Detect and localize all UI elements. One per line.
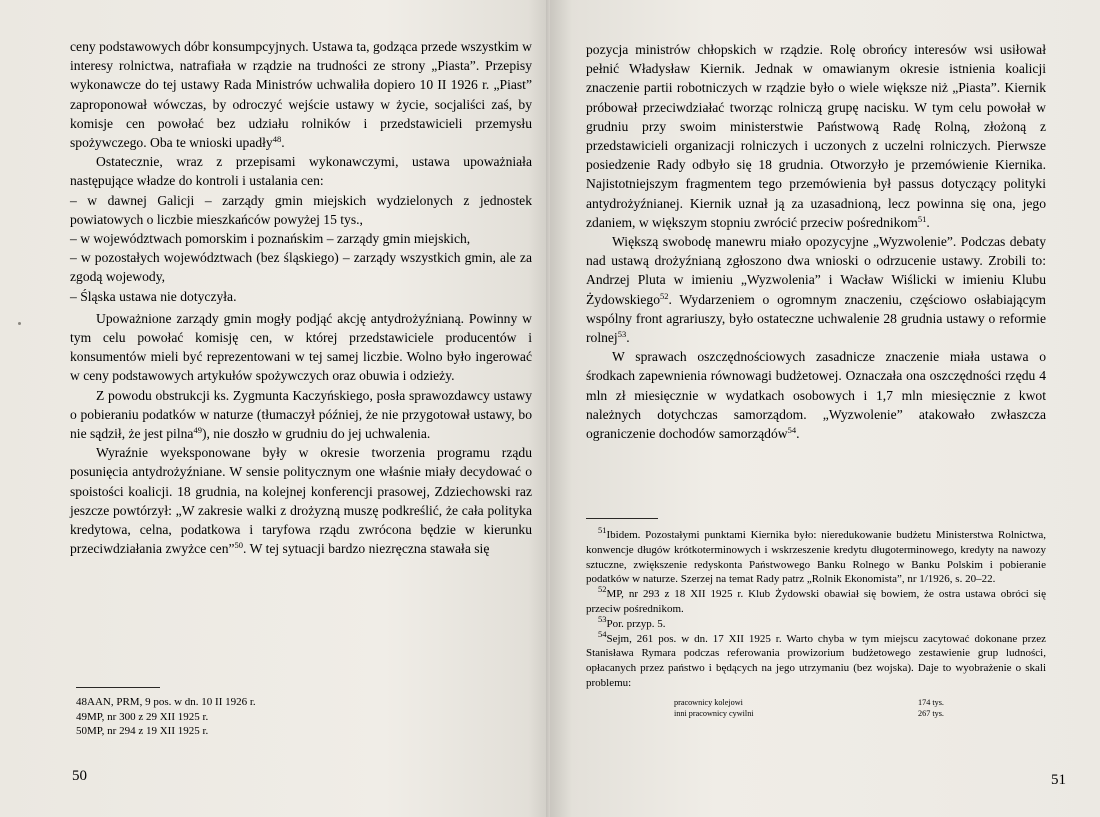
paragraph: W sprawach oszczędnościowych zasadnicze znaczenie miała ustawa o środkach zapewnienia równowagi budżetowej. Oznaczała ona oszczędności rzędu 4 mln zł miesięcznie w wydatkach osobowych i 1,7 mln miesięcznie z kwot należnych dotychczas samorządom. „Wyzwolenie” atakowało zwłaszcza ograniczenie dochodów samorządów$^{54}$.: [586, 349, 1046, 442]
footnote-ref: 52: [660, 290, 669, 301]
right-footnotes: [586, 525, 1046, 720]
paper-speck: [18, 322, 21, 325]
footnote: $^{52}$MP, nr 293 z 18 XII 1925 r. Klub Żydowski obawiał się bowiem, że ostra ustawa obróci się przeciw pośrednikom.: [586, 584, 1046, 615]
footnote-ref: 50: [234, 540, 244, 551]
list-item: – Śląska ustawa nie dotyczyła.: [70, 288, 237, 304]
footnote-ref: 51: [917, 213, 927, 224]
right-body-text: [586, 40, 1046, 443]
footnote-ref: 49: [193, 425, 202, 436]
footnote: $^{54}$Sejm, 261 pos. w dn. 17 XII 1925 r. Warto chyba w tym miejscu zacytować dokonane przez Stanisława Rymara podczas referowania prowizorium budżetowego zestawienie grup ludności, opłacanych przez państwo i będących na jego utrzymaniu (bez wojska). Daje to wyobrażenie o skali problemu:: [586, 628, 1046, 689]
footnote: $^{53}$Por. przyp. 5.: [598, 613, 666, 630]
list-item: – w dawnej Galicji – zarządy gmin miejskich wydzielonych z jednostek powiatowych o liczbie mieszkańców powyżej 15 tys.,: [70, 192, 532, 227]
footnote-ref: 48: [272, 134, 282, 145]
footnote-ref: 54: [787, 425, 797, 436]
paragraph: Wyraźnie wyeksponowane były w okresie tworzenia programu rządu posunięcia antydrożyźniane. W sensie politycznym one właśnie miały decydować o spoistości koalicji. 18 grudnia, na kolejnej konferencji prasowej, Zdziechowski raz jeszcze powtórzył: „W zakresie walki z drożyzną muszę podkreślić, że cała polityka kredytowa, celna, podatkowa i taryfowa rządu zwrócona będzie w kierunku przeciwdziałania zwyżce cen”$^{50}$. W tej sytuacji bardzo niezręczna stawała się: [70, 445, 532, 557]
footnote-separator: [76, 687, 160, 688]
footnote: $^{51}$Ibidem. Pozostałymi punktami Kiernika było: nieredukowanie budżetu Ministerstwa Rolnictwa, konwencje długów krótkoterminowych i wskrzeszenie kredytu długoterminowego, kredyty na nawozy sztuczne, zwiększenie redyskonta Państwowego Banku Rolnego w Banku Polskim i pobieranie podatków w naturze. Szerzej na temat Rady patrz „Rolnik Ekonomista”, nr 1/1926, s. 20–22.: [586, 525, 1046, 586]
table-row: pracownicy kolejowi 174 tys.: [674, 697, 944, 707]
list-item: – w pozostałych województwach (bez śląskiego) – zarządy wszystkich gmin, ale za zgodą wojewody,: [70, 250, 532, 285]
paragraph: Większą swobodę manewru miało opozycyjne „Wyzwolenie”. Podczas debaty nad ustawą drożyźnianą zgłoszono dwa wnioski o odrzucenie ustawy. Zrobili to: Andrzej Pluta w imieniu „Wyzwolenia” i Wacław Wiślicki w imieniu Klubu Żydowskiego$^{52}$. Wydarzeniem o ogromnym znaczeniu, częściowo osłabiającym wspólny front agrariuszy, było ostateczne uchwalenie 28 grudnia ustawy o reformie rolnej$^{53}$.: [586, 234, 1046, 346]
list-item: – w województwach pomorskim i poznańskim – zarządy gmin miejskich,: [70, 231, 471, 247]
footnote: 49MP, nr 300 z 29 XII 1925 r.: [76, 710, 209, 723]
footnote-ref: 53: [617, 329, 627, 340]
paragraph: ceny podstawowych dóbr konsumpcyjnych. Ustawa ta, godząca przede wszystkim w interesy rolnictwa, natrafiała w rządzie na trudności ze strony „Piasta”. Przepisy wykonawcze do tej ustawy Rada Ministrów uchwaliła dopiero 10 II 1926 r. „Piast” zaproponował wówczas, by odroczyć wejście ustawy w życie, socjaliści zaś, by komisje cen powołać bez udziału rolników i przedstawicieli przemysłu spożywczego. Oba te wnioski upadły$^{48}$.: [70, 39, 532, 151]
page-number-left: 50: [72, 768, 87, 784]
left-body-text: [70, 37, 532, 558]
left-footnotes: [76, 695, 516, 739]
footnote-table: [674, 697, 1046, 720]
paragraph: pozycja ministrów chłopskich w rządzie. Rolę obrońcy interesów wsi usiłował pełnić Władysław Kiernik. Jednak w omawianym okresie istnienia koalicji znaczenie partii robotniczych w rządzie było o wiele większe niż „Piasta”. Kiernik próbował przeciwdziałać tworząc rolniczą grupę nacisku. W tym celu powołał w grudniu przy swoim ministerstwie Państwową Radę Rolną, złożoną z przedstawicieli organizacji rolniczych i uczonych z uczelni rolniczych. Pierwsze posiedzenie Rady odbyło się 18 grudnia. Otworzyło je przemówienie Kiernika. Najistotniejszym fragmentem tego przemówienia był passus dotyczący polityki antydrożyźnianej. Kiernik uznał ją za uzasadnioną, lecz powinna się ona, jego zdaniem, w większym stopniu zwrócić przeciw pośrednikom$^{51}$.: [586, 42, 1046, 230]
table-row: inni pracownicy cywilni 267 tys.: [674, 709, 944, 719]
page-number-right: 51: [1051, 772, 1066, 788]
footnote-separator: [586, 518, 658, 519]
footnote: 50MP, nr 294 z 19 XII 1925 r.: [76, 725, 209, 738]
paragraph: Z powodu obstrukcji ks. Zygmunta Kaczyńskiego, posła sprawozdawcy ustawy o pobieraniu podatków w naturze (tłumaczył później, że nie przygotował ustawy, bo nie sądził, że jest pilna$^{49}$), nie doszło w grudniu do jej uchwalenia.: [70, 387, 532, 442]
footnote: 48AAN, PRM, 9 pos. w dn. 10 II 1926 r.: [76, 696, 256, 708]
paragraph: Ostatecznie, wraz z przepisami wykonawczymi, ustawa upoważniała następujące władze do kontroli i ustalania cen:: [70, 154, 532, 189]
paragraph: Upoważnione zarządy gmin mogły podjąć akcję antydrożyźnianą. Powinny w tym celu powołać komisję cen, w której przedstawiciele producentów i konsumentów mieli być reprezentowani w tej samej liczbie. Wolno było ingerować w ceny podstawowych artykułów spożywczych oraz obuwia i odzieży.: [70, 310, 532, 384]
